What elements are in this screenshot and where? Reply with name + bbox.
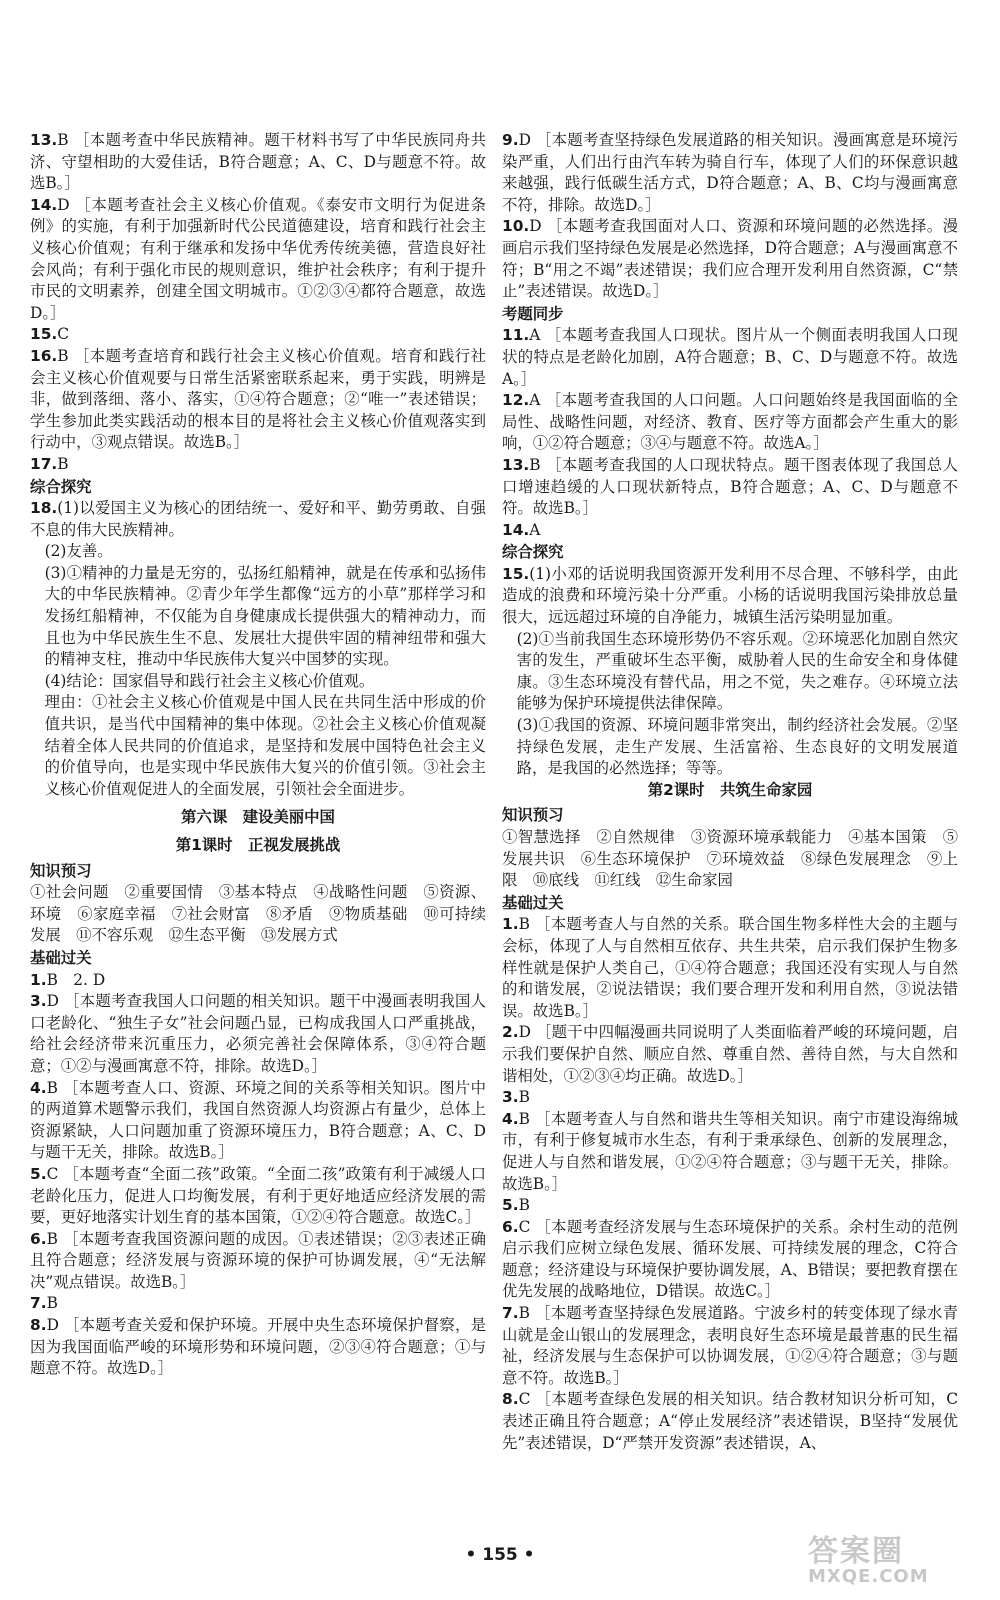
question-number: 15. (30, 325, 58, 344)
question-number: 11. (502, 326, 530, 345)
answer-text: A ［本题考查我国的人口问题。人口问题始终是我国面临的全局性、战略性问题，对经济、教育、医疗等方面都会产生重大的影响，①②符合题意；③④与题意不符。故选A。］ (502, 391, 958, 453)
question-number: 17. (30, 454, 58, 473)
left-column (30, 130, 486, 1380)
question-number: 2. (502, 1023, 519, 1042)
answer-item (502, 1195, 958, 1217)
answer-item (30, 454, 486, 476)
answer-text: C (57, 325, 70, 344)
answer-text: B ［本题考查中华民族精神。题干材料书写了中华民族同舟共济、守望相助的大爱佳话，B符合题意；A、C、D与题意不符。故选B。］ (30, 131, 486, 193)
answer-item (502, 564, 958, 629)
answer-text: B 2. D (46, 970, 106, 989)
period-title: 第2课时 共筑生命家园 (647, 780, 813, 799)
answer-text: B ［本题考查坚持绿色发展道路。宁波乡村的转变体现了绿水青山就是金山银山的发展理念，表明良好生态环境是最普惠的民生福祉，经济发展与生态保护可以协调发展，①②④符合题意；③与题意不符。故选B。］ (502, 1304, 958, 1387)
watermark-url: MXQE.COM (808, 1566, 929, 1587)
answer-subpart: (4)结论：国家倡导和践行社会主义核心价值观。 (44, 671, 375, 690)
answer-item (502, 130, 958, 216)
answer-text: A (529, 520, 541, 539)
answer-subpart: (3)①我国的资源、环境问题非常突出，制约经济社会发展。②坚持绿色发展，走生产发展、生活富裕、生态良好的文明发展道路，是我国的必然选择；等等。 (516, 716, 958, 778)
answer-item (30, 1315, 486, 1380)
question-number: 18. (30, 499, 58, 518)
answer-item (502, 1389, 958, 1454)
answer-subpart: 理由：①社会主义核心价值观是中国人民在共同生活中形成的价值共识，是当代中国精神的集中体现。②社会主义核心价值观凝结着全体人民共同的价值追求，是坚持和发展中国特色社会主义的价值导向，也是实现中华民族伟大复兴的价值引领。③社会主义核心价值观促进人的全面发展，引领社会全面进步。 (44, 693, 486, 798)
question-number: 6. (502, 1217, 519, 1236)
question-number: 9. (502, 131, 519, 149)
answer-subpart: (2)友善。 (44, 542, 113, 561)
knowledge-list: ①智慧选择 ②自然规律 ③资源环境承载能力 ④基本国策 ⑤发展共识 ⑥生态环境保护 ⑦环境效益 ⑧绿色发展理念 ⑨上限 ⑩底线 ⑪红线 ⑫生命家园 (502, 828, 958, 890)
question-number: 13. (502, 455, 530, 474)
page-number: • 155 • (465, 1545, 535, 1565)
answer-text: D ［本题考查我国面对人口、资源和环境问题的必然选择。漫画启示我们坚持绿色发展是必然选择，D符合题意；A与漫画寓意不符；B“用之不竭”表述错误；我们应合理开发利用自然资源，C“禁止”表述错误。故选D。］ (502, 217, 958, 301)
question-number: 3. (502, 1088, 519, 1107)
answer-item (502, 1303, 958, 1389)
question-number: 8. (30, 1316, 47, 1335)
question-number: 7. (30, 1294, 47, 1313)
answer-item (502, 914, 958, 1022)
question-number: 5. (502, 1196, 519, 1215)
answer-item (30, 195, 486, 325)
question-number: 13. (30, 131, 58, 149)
answer-item (502, 520, 958, 542)
answer-subpart: (2)①当前我国生态环境形势仍不容乐观。②环境恶化加剧自然灾害的发生，严重破坏生态平衡，威胁着人民的生命安全和身体健康。③生态环境没有替代品，用之不觉，失之难存。④环境立法能够为保护环境提供法律保障。 (516, 629, 958, 713)
answer-text: B (57, 454, 69, 473)
question-number: 12. (502, 391, 530, 410)
answer-item (502, 1109, 958, 1195)
answer-item (30, 130, 486, 195)
section-heading: 知识预习 (502, 806, 564, 825)
section-heading: 综合探究 (502, 543, 564, 562)
period-title: 第1课时 正视发展挑战 (175, 836, 341, 854)
question-number: 15. (502, 564, 530, 583)
answer-item (502, 1087, 958, 1109)
answer-subpart: (3)①精神的力量是无穷的，弘扬红船精神，就是在传承和弘扬伟大的中华民族精神。②青少年学生都像“远方的小草”那样学习和发扬红船精神，不仅能为自身健康成长提供强大的精神动力，而且也为中华民族生生不息、发展壮大提供牢固的精神纽带和强大的精神支柱，推动中华民族伟大复兴中国梦的实现。 (44, 563, 486, 669)
question-number: 6. (30, 1229, 47, 1248)
section-heading: 基础过关 (502, 893, 564, 912)
answer-text: B (46, 1294, 58, 1313)
answer-item (30, 1293, 486, 1315)
answer-text: B ［本题考查人与自然和谐共生等相关知识。南宁市建设海绵城市，有利于修复城市水生态，有利于秉承绿色、创新的发展理念，促进人与自然和谐发展，①②④符合题意；③与题干无关，排除。故选B。］ (502, 1109, 958, 1193)
section-heading: 综合探究 (30, 477, 92, 496)
answer-text: C ［本题考查绿色发展的相关知识。结合教材知识分析可知，C表述正确且符合题意；A“停止发展经济”表述错误，B坚持“发展优先”表述错误，D“严禁开发资源”表述错误，A、 (502, 1390, 958, 1452)
question-number: 1. (30, 970, 47, 989)
answer-text: B ［本题考查人与自然的关系。联合国生物多样性大会的主题与会标，体现了人与自然相互依存、共生共荣，启示我们保护生物多样性就是保护人类自己，①④符合题意；我国还没有实现人与自然的和谐发展，②说法错误；我们要合理开发和利用自然，③说法错误。故选B。］ (502, 915, 958, 1020)
question-number: 4. (30, 1078, 47, 1097)
answer-text: B ［本题考查我国的人口现状特点。题干图表体现了我国总人口增速趋缓的人口现状新特点，B符合题意；A、C、D与题意不符。故选B。］ (502, 455, 958, 518)
question-number: 16. (30, 346, 58, 365)
answer-text: B (518, 1196, 530, 1215)
answer-item (30, 991, 486, 1077)
answer-item (30, 970, 486, 992)
question-number: 1. (502, 915, 519, 934)
answer-item (30, 1164, 486, 1229)
answer-item (30, 1229, 486, 1294)
watermark-logo (808, 1526, 988, 1596)
answer-text: B ［本题考查我国资源问题的成因。①表述错误；②③表述正确且符合题意；经济发展与资源环境的保护可协调发展，④“无法解决”观点错误。故选B。］ (30, 1229, 486, 1291)
answer-text: A ［本题考查我国人口现状。图片从一个侧面表明我国人口现状的特点是老龄化加剧，A符合题意；B、C、D与题意不符。故选A。］ (502, 326, 958, 388)
answer-text: D ［题干中四幅漫画共同说明了人类面临着严峻的环境问题，启示我们要保护自然、顺应自然、尊重自然、善待自然，与大自然和谐相处，①②③④均正确。故选D。］ (502, 1023, 958, 1085)
section-heading: 基础过关 (30, 948, 92, 967)
watermark-text: 答案圈 (808, 1534, 904, 1569)
answer-text: B ［本题考查人口、资源、环境之间的关系等相关知识。图片中的两道算术题警示我们，我国自然资源人均资源占有量少，总体上资源紧缺，人口问题加重了资源环境压力，B符合题意；A、C、D与题干无关，排除。故选B。］ (30, 1078, 486, 1162)
answer-item (502, 390, 958, 455)
right-column (502, 130, 958, 1454)
answer-item (502, 216, 958, 302)
answer-item (30, 1078, 486, 1164)
answer-text: D ［本题考查坚持绿色发展道路的相关知识。漫画寓意是环境污染严重，人们出行由汽车转为骑自行车，体现了人们的环保意识越来越强，践行低碳生活方式，D符合题意；A、B、C均与漫画寓意不符，排除。故选D。］ (502, 131, 958, 214)
answer-text: (1)小邓的话说明我国资源开发利用不尽合理、不够科学，由此造成的浪费和环境污染十分严重。小杨的话说明我国污染排放总量很大，远远超过环境的自净能力，城镇生活污染明显加重。 (502, 564, 958, 627)
answer-text: (1)以爱国主义为核心的团结统一、爱好和平、勤劳勇敢、自强不息的伟大民族精神。 (30, 499, 486, 539)
question-number: 14. (502, 520, 530, 539)
answer-item (502, 455, 958, 520)
answer-item (502, 1217, 958, 1303)
question-number: 7. (502, 1304, 519, 1323)
question-number: 10. (502, 217, 530, 236)
answer-text: D ［本题考查社会主义核心价值观。《泰安市文明行为促进条例》的实施，有利于加强新时代公民道德建设，培育和践行社会主义核心价值观；有利于继承和发扬中华优秀传统美德，营造良好社会风尚；有利于强化市民的规则意识，维护社会秩序；有利于提升市民的文明素养，创建全国文明城市。①②③④都符合题意，故选D。］ (30, 195, 486, 322)
answer-text: B (518, 1088, 530, 1107)
question-number: 4. (502, 1109, 519, 1128)
question-number: 5. (30, 1164, 47, 1183)
question-number: 14. (30, 195, 58, 214)
answer-text: D ［本题考查关爱和保护环境。开展中央生态环境保护督察，是因为我国面临严峻的环境形势和环境问题，②③④符合题意；①与题意不符。故选D。］ (30, 1316, 486, 1378)
answer-text: C ［本题考查经济发展与生态环境保护的关系。余村生动的范例启示我们应树立绿色发展、循环发展、可持续发展的理念，C符合题意；经济建设与环境保护要协调发展，A、B错误；要把教育摆在优先发展的战略地位，D错误。故选C。］ (502, 1217, 958, 1301)
answer-text: C ［本题考查“全面二孩”政策。“全面二孩”政策有利于减缓人口老龄化压力，促进人口均衡发展，有利于更好地适应经济发展的需要，更好地落实计划生育的基本国策，①②④符合题意。故选C。］ (30, 1164, 486, 1227)
section-heading: 知识预习 (30, 861, 92, 880)
answer-item (502, 1022, 958, 1087)
knowledge-list: ①社会问题 ②重要国情 ③基本特点 ④战略性问题 ⑤资源、环境 ⑥家庭幸福 ⑦社会财富 ⑧矛盾 ⑨物质基础 ⑩可持续发展 ⑪不容乐观 ⑫生态平衡 ⑬发展方式 (30, 883, 486, 945)
answer-item (30, 498, 486, 541)
lesson-title: 第六课 建设美丽中国 (181, 808, 335, 827)
section-heading: 考题同步 (502, 304, 564, 323)
answer-item (502, 325, 958, 390)
question-number: 8. (502, 1390, 519, 1409)
answer-item (30, 346, 486, 454)
answer-item (30, 324, 486, 346)
question-number: 3. (30, 992, 47, 1011)
answer-text: B ［本题考查培育和践行社会主义核心价值观。培育和践行社会主义核心价值观要与日常生活紧密联系起来，勇于实践，明辨是非，做到落细、落小、落实，①④符合题意；②“唯一”表述错误；学生参加此类实践活动的根本目的是将社会主义核心价值观落实到行动中，③观点错误。故选B。］ (30, 346, 486, 452)
answer-text: D ［本题考查我国人口问题的相关知识。题干中漫画表明我国人口老龄化、“独生子女”社会问题凸显，已构成我国人口严重挑战，给社会经济带来沉重压力，必须完善社会保障体系，③④符合题意；①②与漫画寓意不符，排除。故选D。］ (30, 992, 486, 1075)
